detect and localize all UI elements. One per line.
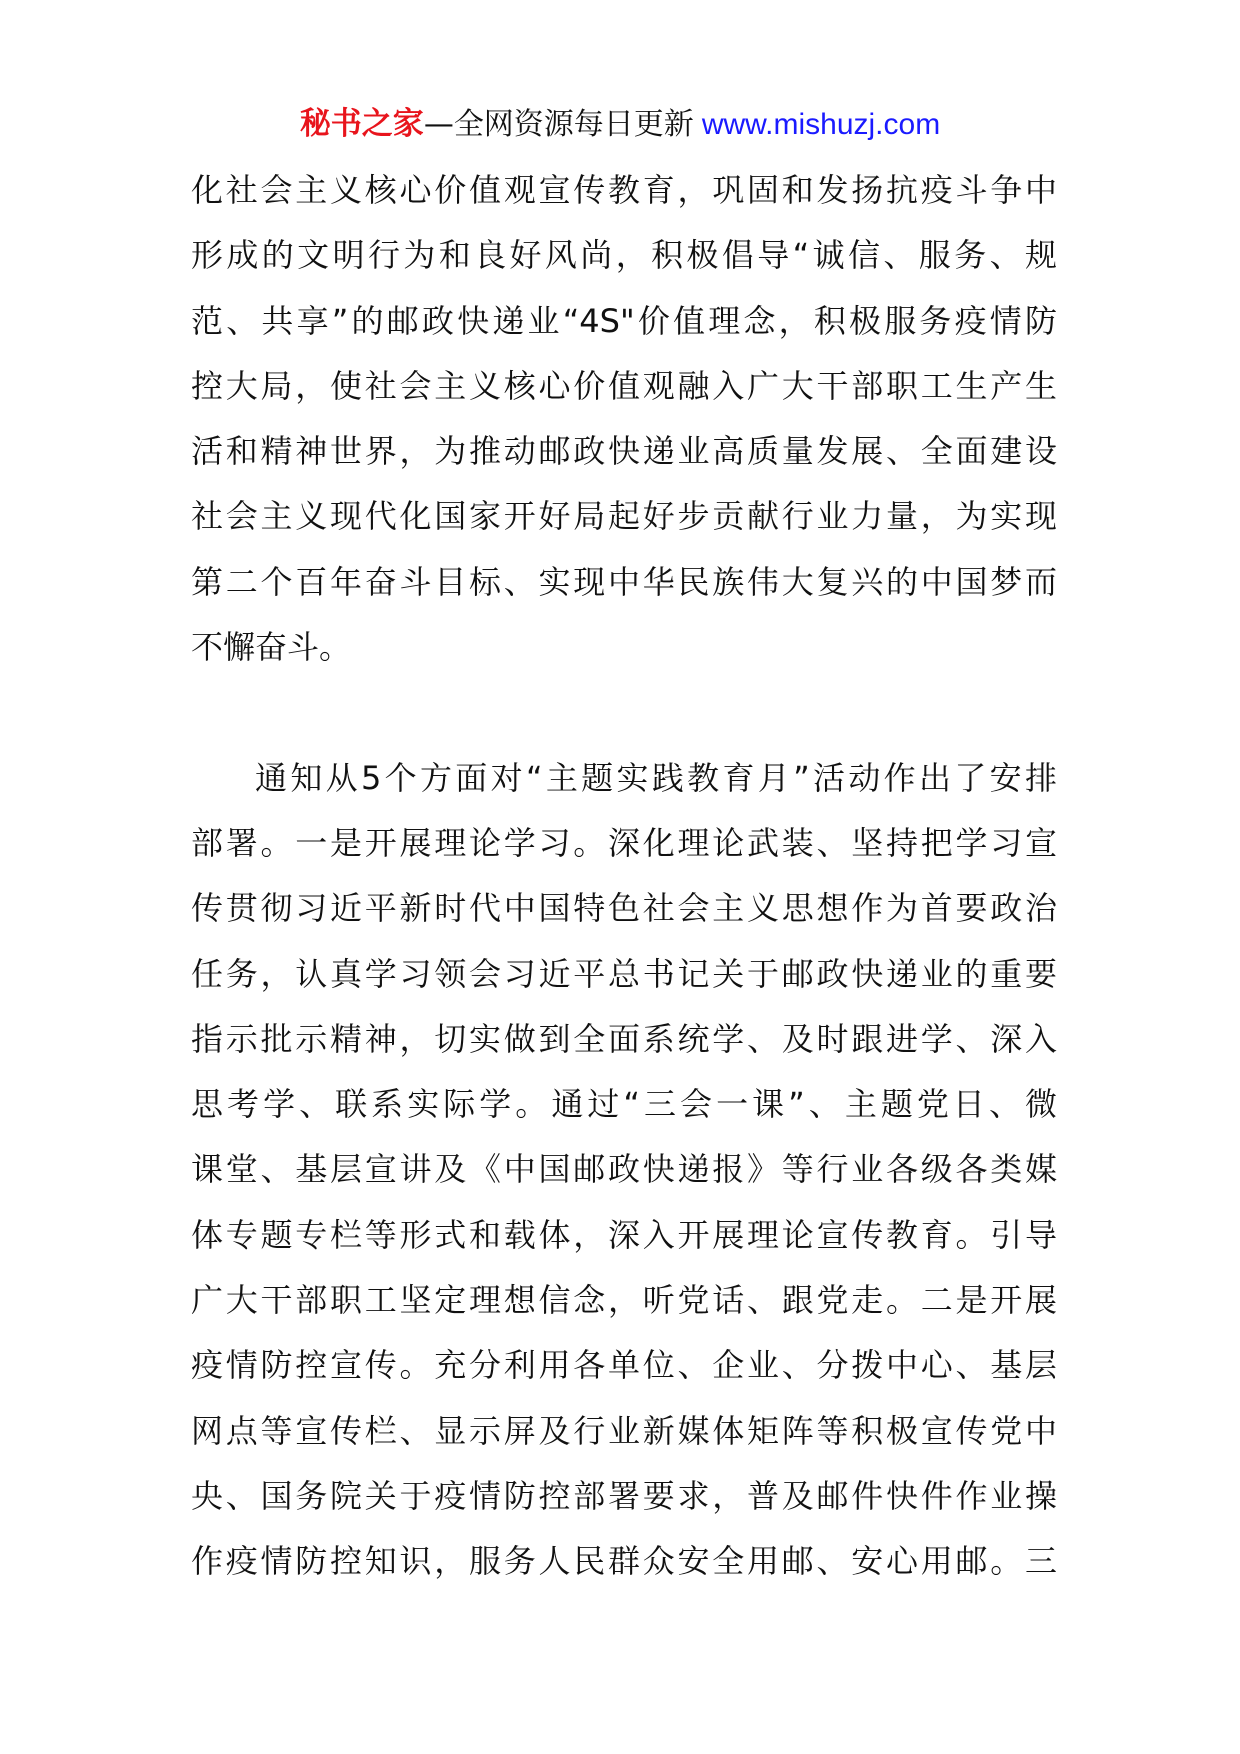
text-line: 任务，认真学习领会习近平总书记关于邮政快递业的重要 <box>191 954 1057 993</box>
text-line: 不懈奋斗。 <box>191 628 352 667</box>
text-line: 网点等宣传栏、显示屏及行业新媒体矩阵等积极宣传党中 <box>191 1411 1057 1450</box>
paragraph-notice <box>191 746 1057 1595</box>
document-body <box>191 158 1057 1595</box>
text-line: 指示批示精神，切实做到全面系统学、及时跟进学、深入 <box>191 1019 1057 1058</box>
text-line: 课堂、基层宣讲及《中国邮政快递报》等行业各级各类媒 <box>191 1150 1057 1189</box>
text-line: 央、国务院关于疫情防控部署要求，普及邮件快件作业操 <box>191 1476 1057 1515</box>
paragraph-continued <box>191 158 1057 680</box>
header-tagline: —全网资源每日更新 <box>423 107 694 142</box>
text-line: 体专题专栏等形式和载体，深入开展理论宣传教育。引导 <box>191 1215 1057 1254</box>
text-line: 第二个百年奋斗目标、实现中华民族伟大复兴的中国梦而 <box>191 562 1057 601</box>
text-line: 思考学、联系实际学。通过“三会一课”、主题党日、微 <box>191 1085 1057 1124</box>
text-line: 通知从5个方面对“主题实践教育月”活动作出了安排 <box>255 758 1057 797</box>
text-line: 控大局，使社会主义核心价值观融入广大干部职工生产生 <box>191 366 1057 405</box>
text-line: 广大干部职工坚定理想信念，听党话、跟党走。二是开展 <box>191 1281 1057 1320</box>
text-line: 范、共享”的邮政快递业“4S"价值理念，积极服务疫情防 <box>191 301 1057 340</box>
header-brand: 秘书之家 <box>299 106 424 142</box>
header-url: www.mishuzj.com <box>701 108 941 141</box>
text-line: 部署。一是开展理论学习。深化理论武装、坚持把学习宣 <box>191 823 1057 862</box>
text-line: 化社会主义核心价值观宣传教育，巩固和发扬抗疫斗争中 <box>191 171 1057 209</box>
text-line: 疫情防控宣传。充分利用各单位、企业、分拨中心、基层 <box>191 1346 1057 1385</box>
text-line: 作疫情防控知识，服务人民群众安全用邮、安心用邮。三 <box>191 1542 1057 1581</box>
text-line: 社会主义现代化国家开好局起好步贡献行业力量，为实现 <box>191 497 1057 536</box>
text-line: 形成的文明行为和良好风尚，积极倡导“诚信、服务、规 <box>191 236 1057 275</box>
page-header <box>0 100 1240 148</box>
text-line: 传贯彻习近平新时代中国特色社会主义思想作为首要政治 <box>191 889 1057 928</box>
text-line: 活和精神世界，为推动邮政快递业高质量发展、全面建设 <box>191 432 1057 471</box>
